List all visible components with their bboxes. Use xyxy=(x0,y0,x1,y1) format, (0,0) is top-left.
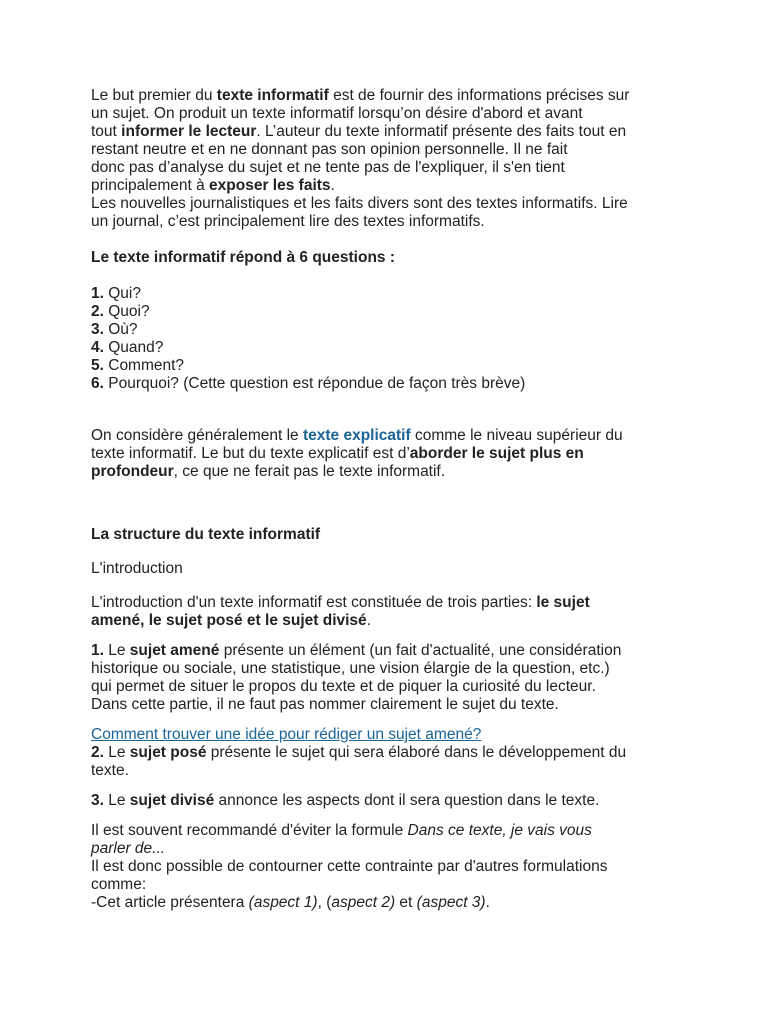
text-run: et xyxy=(395,894,417,911)
text-run: , ( xyxy=(317,894,332,911)
highlighted-term: texte explicatif xyxy=(302,427,411,444)
text-run: . xyxy=(366,612,371,629)
intro-paragraph xyxy=(91,87,691,231)
text-run: L'introduction d'un texte informatif est constituée de trois parties: xyxy=(91,594,537,611)
sujet-pose-paragraph xyxy=(91,744,691,780)
italic-phrase: (aspect 3) xyxy=(416,894,486,911)
text-run: Il est souvent recommandé d'éviter la formule xyxy=(91,822,408,839)
text-run: On considère généralement le xyxy=(91,427,303,444)
italic-phrase: Dans ce texte, je vais vous xyxy=(407,822,592,839)
sujet-amene-link[interactable]: Comment trouver une idée pour rédiger un sujet amené? xyxy=(91,726,482,743)
bold-term: exposer les faits xyxy=(209,177,331,194)
sujet-divise-paragraph xyxy=(91,792,691,810)
text-line: Les nouvelles journalistiques et les faits divers sont des textes informatifs. Lire xyxy=(91,195,628,212)
bold-term: sujet divisé xyxy=(129,792,215,809)
item-number: 2. xyxy=(91,744,104,761)
text-run: , ce que ne ferait pas le texte informatif. xyxy=(173,463,446,480)
text-run: texte informatif. Le but du texte explicatif est d’ xyxy=(91,445,410,462)
explicatif-paragraph xyxy=(91,427,691,481)
item-text: Comment? xyxy=(103,357,185,374)
bold-term: texte informatif xyxy=(216,87,329,104)
item-number: 4. xyxy=(91,339,104,356)
text-line: texte. xyxy=(91,762,129,779)
text-line: donc pas d’analyse du sujet et ne tente pas de l'expliquer, il s'en tient xyxy=(91,159,565,176)
list-item xyxy=(91,303,691,321)
bold-term: informer le lecteur xyxy=(121,123,257,140)
text-run: présente le sujet qui sera élaboré dans le développement du xyxy=(206,744,627,761)
questions-list xyxy=(91,285,691,393)
list-item xyxy=(91,285,691,303)
text-run: Le but premier du xyxy=(91,87,217,104)
item-text: Qui? xyxy=(103,285,141,302)
italic-phrase: parler de... xyxy=(91,840,166,857)
italic-phrase: (aspect 1) xyxy=(248,894,318,911)
recommendation-paragraph xyxy=(91,822,691,912)
text-line: Il est donc possible de contourner cette contrainte par d'autres formulations xyxy=(91,858,608,875)
document-page xyxy=(91,87,691,912)
bold-term: sujet posé xyxy=(129,744,207,761)
text-line: restant neutre et en ne donnant pas son opinion personnelle. Il ne fait xyxy=(91,141,568,158)
text-line: Dans cette partie, il ne faut pas nommer clairement le sujet du texte. xyxy=(91,696,559,713)
italic-phrase: aspect 2) xyxy=(331,894,396,911)
bold-term: amené, le sujet posé et le sujet divisé xyxy=(91,612,367,629)
item-number: 1. xyxy=(91,285,104,302)
introduction-subheading: L'introduction xyxy=(91,560,183,577)
list-item xyxy=(91,321,691,339)
item-number: 5. xyxy=(91,357,104,374)
item-number: 6. xyxy=(91,375,104,392)
text-run: Le xyxy=(103,744,130,761)
text-run: est de fournir des informations précises sur xyxy=(328,87,630,104)
list-item xyxy=(91,357,691,375)
structure-heading: La structure du texte informatif xyxy=(91,526,321,543)
text-run: -Cet article présentera xyxy=(91,894,249,911)
text-run: principalement à xyxy=(91,177,210,194)
text-run: comme le niveau supérieur du xyxy=(410,427,623,444)
item-text: Quoi? xyxy=(103,303,150,320)
item-number: 3. xyxy=(91,792,104,809)
text-line: comme: xyxy=(91,876,147,893)
item-text: Où? xyxy=(103,321,138,338)
text-run: . xyxy=(330,177,335,194)
introduction-paragraph xyxy=(91,594,691,630)
bold-term: sujet amené xyxy=(129,642,220,659)
sujet-amene-paragraph xyxy=(91,642,691,714)
text-line: historique ou sociale, une statistique, une vision élargie de la question, etc.) xyxy=(91,660,610,677)
text-run: annonce les aspects dont il sera question dans le texte. xyxy=(214,792,600,809)
questions-heading: Le texte informatif répond à 6 questions : xyxy=(91,249,396,266)
text-run: Le xyxy=(103,642,130,659)
text-run: présente un élément (un fait d'actualité, une considération xyxy=(219,642,622,659)
item-text: Quand? xyxy=(103,339,164,356)
text-run: . L’auteur du texte informatif présente des faits tout en xyxy=(256,123,627,140)
bold-term: le sujet xyxy=(536,594,590,611)
item-number: 3. xyxy=(91,321,104,338)
list-item xyxy=(91,375,691,393)
item-number: 2. xyxy=(91,303,104,320)
item-text: Pourquoi? (Cette question est répondue de façon très brève) xyxy=(103,375,526,392)
list-item xyxy=(91,339,691,357)
bold-term: profondeur xyxy=(91,463,174,480)
text-line: qui permet de situer le propos du texte et de piquer la curiosité du lecteur. xyxy=(91,678,596,695)
text-run: . xyxy=(485,894,490,911)
text-line: un journal, c’est principalement lire des textes informatifs. xyxy=(91,213,485,230)
item-number: 1. xyxy=(91,642,104,659)
text-run: tout xyxy=(91,123,122,140)
bold-term: aborder le sujet plus en xyxy=(409,445,584,462)
text-run: Le xyxy=(103,792,130,809)
text-line: un sujet. On produit un texte informatif lorsqu’on désire d'abord et avant xyxy=(91,105,583,122)
